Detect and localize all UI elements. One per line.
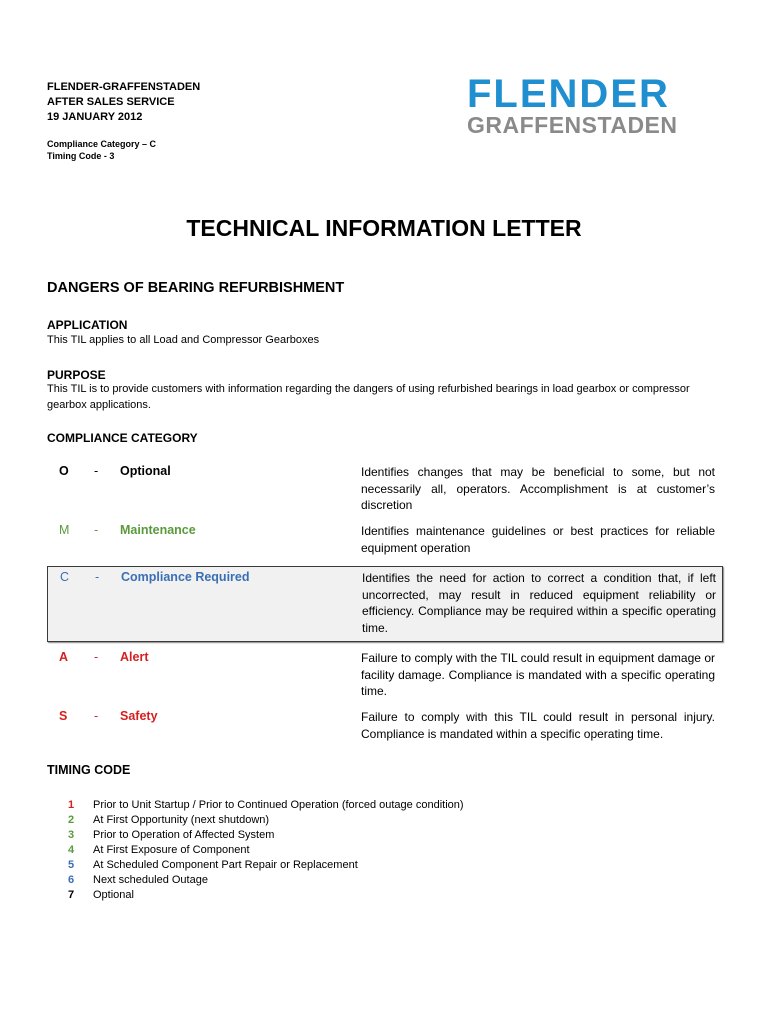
row-dash: - [94,523,99,537]
timing-text: Optional [93,889,134,901]
row-dash: - [95,570,100,584]
logo-line-2: GRAFFENSTADEN [467,112,678,138]
header-info [47,80,200,125]
timing-text: At First Exposure of Component [93,844,250,856]
timing-item-3 [68,828,464,843]
timing-item-6 [68,873,464,888]
row-code: S [59,709,68,723]
row-code: C [60,570,70,584]
row-dash: - [94,709,99,723]
timing-number: 6 [68,874,75,886]
timing-item-4 [68,843,464,858]
row-code: M [59,523,70,537]
compliance-row-optional [47,464,721,514]
company-logo [467,74,717,138]
logo-line-1: FLENDER [467,72,670,116]
row-dash: - [94,464,99,478]
row-name: Compliance Required [121,570,250,584]
compliance-row-safety [47,709,721,745]
classification-info [47,138,156,162]
purpose-text: This TIL is to provide customers with information regarding the dangers of using refurbished bearings in load gearbox or compressor gearbox applications. [47,383,690,411]
row-description: Identifies changes that may be beneficial to some, but not necessarily all, operators. Accomplishment is at customer’s discretion [361,465,715,512]
application-text: This TIL applies to all Load and Compressor Gearboxes [47,334,320,346]
row-description: Failure to comply with the TIL could result in equipment damage or facility damage. Compliance is mandated with a specific operating time. [361,651,715,698]
timing-item-2 [68,813,464,828]
company-name: FLENDER-GRAFFENSTADEN [47,81,201,93]
timing-number: 2 [68,814,75,826]
compliance-row-maintenance [47,523,721,559]
timing-number: 5 [68,859,75,871]
timing-item-7 [68,888,464,903]
application-heading: APPLICATION [47,318,128,332]
timing-line: Timing Code - 3 [47,151,115,161]
row-name: Optional [120,464,171,478]
row-code: O [59,464,69,478]
timing-item-5 [68,858,464,873]
row-description: Identifies the need for action to correct a condition that, if left uncorrected, may result in reduced equipment reliability or efficiency. Compliance may be required within a specific operating time. [362,571,716,635]
timing-number: 3 [68,829,75,841]
row-name: Alert [120,650,149,664]
timing-heading: TIMING CODE [47,763,131,777]
compliance-heading: COMPLIANCE CATEGORY [47,431,198,445]
purpose-heading: PURPOSE [47,368,106,382]
timing-item-1 [68,798,464,813]
row-code: A [59,650,69,664]
row-description: Failure to comply with this TIL could result in personal injury. Compliance is mandated within a specific operating time. [361,710,715,741]
letter-date: 19 JANUARY 2012 [47,111,143,123]
page-title: TECHNICAL INFORMATION LETTER [186,215,582,241]
row-name: Safety [120,709,158,723]
row-description: Identifies maintenance guidelines or best practices for reliable equipment operation [361,524,715,555]
timing-text: Next scheduled Outage [93,874,208,886]
timing-list [68,798,464,903]
compliance-row-alert [47,650,721,700]
compliance-row-required [47,566,723,642]
row-dash: - [94,650,99,664]
timing-text: Prior to Unit Startup / Prior to Continued Operation (forced outage condition) [93,799,464,811]
row-name: Maintenance [120,523,196,537]
timing-number: 7 [68,889,75,901]
timing-text: Prior to Operation of Affected System [93,829,275,841]
compliance-line: Compliance Category – C [47,139,157,149]
timing-text: At First Opportunity (next shutdown) [93,814,270,826]
timing-number: 1 [68,799,75,811]
timing-number: 4 [68,844,75,856]
department: AFTER SALES SERVICE [47,96,175,108]
timing-text: At Scheduled Component Part Repair or Replacement [93,859,358,871]
subject-heading: DANGERS OF BEARING REFURBISHMENT [47,280,345,296]
